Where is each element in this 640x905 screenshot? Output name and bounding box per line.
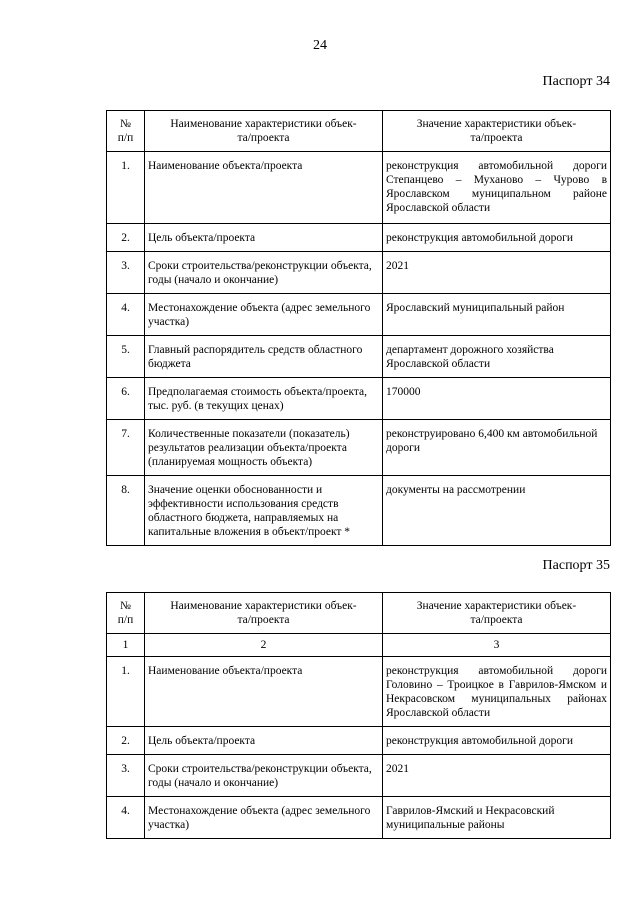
- row-value: реконструировано 6,400 км автомобильной дороги: [383, 420, 611, 476]
- table-row: [107, 420, 611, 476]
- header-num: № п/п: [107, 593, 145, 634]
- page-number: 24: [313, 38, 327, 53]
- row-characteristic: Местонахождение объекта (адрес земельного участка): [145, 294, 383, 336]
- column-index-row: [107, 634, 611, 657]
- table-row: [107, 797, 611, 839]
- row-characteristic: Наименование объекта/проекта: [145, 657, 383, 727]
- row-number: 4.: [107, 294, 145, 336]
- row-characteristic: Главный распорядитель средств областного бюджета: [145, 336, 383, 378]
- column-index: 3: [383, 634, 611, 657]
- row-characteristic: Значение оценки обоснованности и эффективности использования средств областного бюджета, направляемых на капитальные вложения в объект/проект *: [145, 476, 383, 546]
- table-header-row: [107, 111, 611, 152]
- passport-35-title: Паспорт 35: [542, 558, 610, 573]
- table-header-row: [107, 593, 611, 634]
- column-index: 2: [145, 634, 383, 657]
- table-row: [107, 152, 611, 224]
- row-value: реконструкция автомобильной дороги: [383, 727, 611, 755]
- table-row: [107, 336, 611, 378]
- row-value: департамент дорожного хозяйства Ярославской области: [383, 336, 611, 378]
- table-row: [107, 755, 611, 797]
- row-characteristic: Цель объекта/проекта: [145, 224, 383, 252]
- row-value: документы на рассмотрении: [383, 476, 611, 546]
- row-number: 6.: [107, 378, 145, 420]
- row-value: реконструкция автомобильной дороги Степанцево – Муханово – Чурово в Ярославском муниципальном районе Ярославской области: [383, 152, 611, 224]
- table-row: [107, 378, 611, 420]
- row-number: 1.: [107, 657, 145, 727]
- row-characteristic: Местонахождение объекта (адрес земельного участка): [145, 797, 383, 839]
- table-row: [107, 294, 611, 336]
- row-value: 170000: [383, 378, 611, 420]
- passport-35-table: [106, 592, 611, 839]
- row-number: 8.: [107, 476, 145, 546]
- table-row: [107, 727, 611, 755]
- row-characteristic: Цель объекта/проекта: [145, 727, 383, 755]
- row-characteristic: Количественные показатели (показатель) результатов реализации объекта/проекта (планируемая мощность объекта): [145, 420, 383, 476]
- table-row: [107, 224, 611, 252]
- row-characteristic: Предполагаемая стоимость объекта/проекта, тыс. руб. (в текущих ценах): [145, 378, 383, 420]
- table-row: [107, 657, 611, 727]
- row-characteristic: Сроки строительства/реконструкции объекта, годы (начало и окончание): [145, 755, 383, 797]
- passport-34-table: [106, 110, 611, 546]
- row-value: реконструкция автомобильной дороги: [383, 224, 611, 252]
- row-value: Ярославский муниципальный район: [383, 294, 611, 336]
- row-number: 4.: [107, 797, 145, 839]
- column-index: 1: [107, 634, 145, 657]
- row-value: 2021: [383, 252, 611, 294]
- row-characteristic: Наименование объекта/проекта: [145, 152, 383, 224]
- row-number: 3.: [107, 755, 145, 797]
- table-row: [107, 476, 611, 546]
- row-number: 7.: [107, 420, 145, 476]
- row-number: 2.: [107, 727, 145, 755]
- row-number: 1.: [107, 152, 145, 224]
- header-name: Наименование характеристики объек- та/проекта: [145, 593, 383, 634]
- header-name: Наименование характеристики объек- та/проекта: [145, 111, 383, 152]
- row-number: 5.: [107, 336, 145, 378]
- table-row: [107, 252, 611, 294]
- row-characteristic: Сроки строительства/реконструкции объекта, годы (начало и окончание): [145, 252, 383, 294]
- row-value: Гаврилов-Ямский и Некрасовский муниципальные районы: [383, 797, 611, 839]
- header-value: Значение характеристики объек- та/проекта: [383, 593, 611, 634]
- row-number: 3.: [107, 252, 145, 294]
- header-value: Значение характеристики объек- та/проекта: [383, 111, 611, 152]
- row-value: реконструкция автомобильной дороги Головино – Троицкое в Гаврилов-Ямском и Некрасовском муниципальных районах Ярославской области: [383, 657, 611, 727]
- row-number: 2.: [107, 224, 145, 252]
- passport-34-title: Паспорт 34: [542, 74, 610, 89]
- header-num: № п/п: [107, 111, 145, 152]
- row-value: 2021: [383, 755, 611, 797]
